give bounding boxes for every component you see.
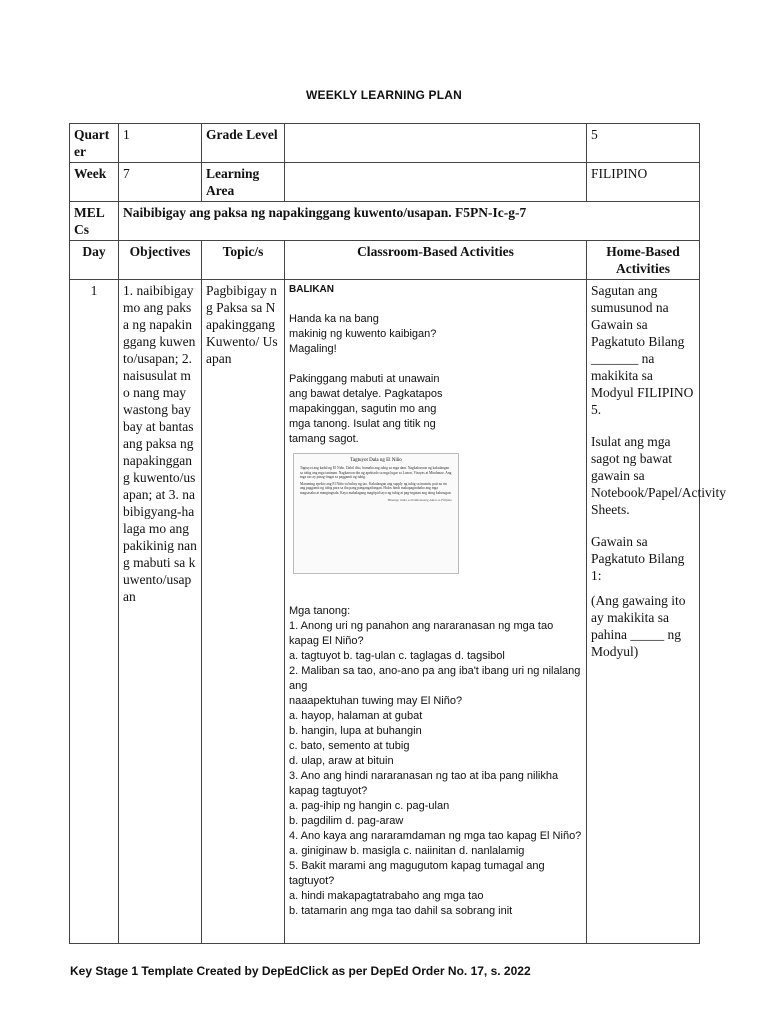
- week-label: Week: [70, 163, 119, 202]
- melcs-row: [70, 202, 700, 241]
- question-2-choice-d: d. ulap, araw at bituin: [289, 755, 394, 767]
- balikan-heading: BALIKAN: [289, 284, 334, 295]
- col-classroom-header: Classroom-Based Activities: [285, 241, 587, 280]
- melcs-value: Naibibigay ang paksa ng napakinggang kuwento/usapan. F5PN-Ic-g-7: [119, 202, 700, 241]
- col-topics-header: Topic/s: [202, 241, 285, 280]
- instruction-line-1: Pakinggang mabuti at unawain: [289, 373, 440, 385]
- footer-note: Key Stage 1 Template Created by DepEdClick as per DepEd Order No. 17, s. 2022: [70, 964, 531, 978]
- question-2-choice-a: a. hayop, halaman at gubat: [289, 710, 423, 722]
- grade-level-label: Grade Level: [202, 124, 285, 163]
- intro-line-3: Magaling!: [289, 343, 337, 355]
- quarter-row: [70, 124, 700, 163]
- instruction-line-5: tamang sagot.: [289, 433, 359, 445]
- question-5: 5. Bakit marami ang magugutom kapag tumagal ang tagtuyot?: [289, 860, 545, 887]
- question-5-choice-b: b. tatamarin ang mga tao dahil sa sobrang init: [289, 905, 513, 917]
- classroom-activities-cell: [285, 280, 587, 944]
- questions-heading: Mga tanong:: [289, 605, 351, 617]
- grade-level-value: 5: [587, 124, 700, 163]
- home-activity-label: Gawain sa Pagkatuto Bilang 1:: [591, 534, 685, 583]
- instruction-line-2: ang bawat detalye. Pagkatapos: [289, 388, 443, 400]
- home-activities-cell: [587, 280, 726, 944]
- story-citation: Hinango mula sa Pambansang Aklat sa Filipino: [387, 497, 452, 502]
- col-objectives-header: Objectives: [119, 241, 202, 280]
- question-5-choice-a: a. hindi makapagtatrabaho ang mga tao: [289, 890, 484, 902]
- story-paragraph-1: Tagtuyot ang kadal ng El Niño. Dahil dito, bumaba ang tubig sa mga dam. Nagkakaroon ng kakulangan sa tubig ang mga taniman. Nagkaroon din ng apektado sa mga lugar sa Luzon, Visayas at Mindanao. Ang mga tao ay pinag-iingat sa paggamit ng tubig.: [300, 466, 452, 480]
- story-paragraph-2: Maraming epekto ang El Niño sa buhay ng tao. Kakulangan ang supply ng tubig sa inumin, pati na rin ang paggamit ng tubig para sa iba pang pangangailangan. Halos hindi makapagtrabaho ang mga magsasaka at mangingisda. Kaya mahalagang magtipid tayo ng tubig at pag-ingatan ang ating kalusugan.: [300, 481, 452, 495]
- grade-level-spacer: [285, 124, 587, 163]
- column-header-row: [70, 241, 700, 280]
- question-2-choice-b: b. hangin, lupa at buhangin: [289, 725, 422, 737]
- question-2-line-2: naaapektuhan tuwing may El Niño?: [289, 695, 463, 707]
- col-day-header: Day: [70, 241, 119, 280]
- story-title: Tagtuyot Dala ng El Niño: [350, 458, 402, 463]
- learning-area-value: FILIPINO: [587, 163, 700, 202]
- story-excerpt-image: [293, 453, 459, 574]
- quarter-label: Quarter: [70, 124, 119, 163]
- learning-area-spacer: [285, 163, 587, 202]
- day-1-row: [70, 280, 700, 944]
- weekly-plan-table: [69, 123, 726, 944]
- home-activity-note: (Ang gawaing ito ay makikita sa pahina _____ ng Modyul): [591, 593, 686, 659]
- home-instruction-2: Isulat ang mga sagot ng bawat gawain sa Notebook/Papel/Activity Sheets.: [591, 434, 726, 517]
- home-instruction-1: Sagutan ang sumusunod na Gawain sa Pagkatuto Bilang _______ na makikita sa Modyul FILIPINO 5.: [591, 283, 694, 417]
- question-4-choices: a. giniginaw b. masigla c. naiinitan d. nanlalamig: [289, 845, 525, 857]
- col-home-header: Home-Based Activities: [587, 241, 700, 280]
- week-row: [70, 163, 700, 202]
- instruction-line-4: mga tanong. Isulat ang titik ng: [289, 418, 436, 430]
- document-title: WEEKLY LEARNING PLAN: [305, 88, 462, 102]
- question-3: 3. Ano ang hindi nararanasan ng tao at iba pang nilikha kapag tagtuyot?: [289, 770, 559, 797]
- intro-line-2: makinig ng kuwento kaibigan?: [289, 328, 437, 340]
- question-1: 1. Anong uri ng panahon ang nararanasan ng mga tao kapag El Niño?: [289, 620, 554, 647]
- melcs-label: MELCs: [70, 202, 119, 241]
- week-value: 7: [119, 163, 202, 202]
- question-3-choices-row-1: a. pag-ihip ng hangin c. pag-ulan: [289, 800, 450, 812]
- question-1-choices: a. tagtuyot b. tag-ulan c. taglagas d. tagsibol: [289, 650, 505, 662]
- topic-cell: Pagbibigay ng Paksa sa Napakinggang Kuwento/ Usapan: [202, 280, 285, 944]
- day-number: 1: [70, 280, 119, 944]
- quarter-value: 1: [119, 124, 202, 163]
- learning-area-label: Learning Area: [202, 163, 285, 202]
- instruction-line-3: mapakinggan, sagutin mo ang: [289, 403, 437, 415]
- question-2-choice-c: c. bato, semento at tubig: [289, 740, 410, 752]
- question-4: 4. Ano kaya ang nararamdaman ng mga tao kapag El Niño?: [289, 830, 582, 842]
- question-3-choices-row-2: b. pagdilim d. pag-araw: [289, 815, 404, 827]
- question-2-line-1: 2. Maliban sa tao, ano-ano pa ang iba't ibang uri ng nilalang ang: [289, 665, 581, 692]
- intro-line-1: Handa ka na bang: [289, 313, 379, 325]
- objectives-cell: 1. naibibigay mo ang paksa ng napakinggang kuwento/usapan; 2. naisusulat mo nang may wastong baybay at bantas ang paksa ng napakinggang kuwento/usapan; at 3. nabibigyang-halaga mo ang pakikinig nang mabuti sa kuwento/usapan: [119, 280, 202, 944]
